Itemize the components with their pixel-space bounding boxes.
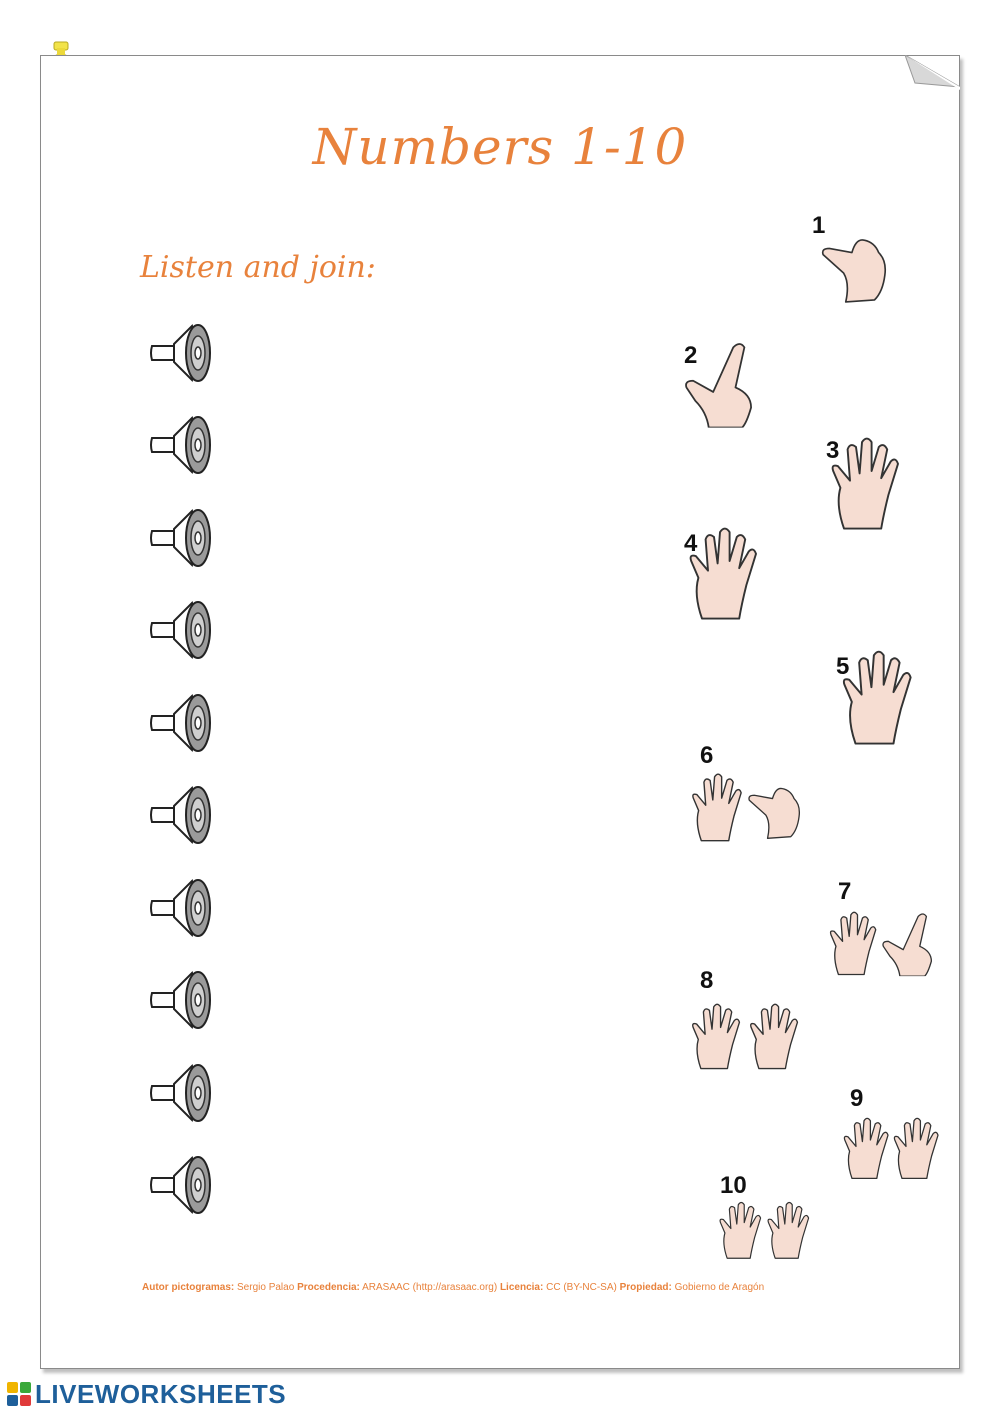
speaker-icon[interactable] (148, 414, 214, 476)
hand-number: 8 (700, 967, 714, 994)
credits-line (142, 1282, 764, 1293)
one-finger-hand-icon[interactable] (810, 232, 900, 304)
hand-number: 5 (836, 653, 850, 680)
speaker-icon[interactable] (148, 969, 214, 1031)
speaker-icon[interactable] (148, 877, 214, 939)
speaker-icon[interactable] (148, 599, 214, 661)
hand-number: 10 (720, 1172, 747, 1199)
five-fingers-hand-icon[interactable] (836, 648, 924, 746)
hand-number: 2 (684, 342, 698, 369)
credit-source-label: Procedencia: (297, 1282, 360, 1293)
brand-name: LIVEWORKSHEETS (35, 1378, 287, 1409)
six-fingers-hands-icon[interactable] (688, 768, 750, 846)
speaker-icon[interactable] (148, 1154, 214, 1216)
three-fingers-hand-icon[interactable] (826, 434, 910, 532)
hand-number: 1 (812, 212, 826, 239)
liveworksheets-logo[interactable] (6, 1380, 286, 1408)
speaker-icon[interactable] (148, 784, 214, 846)
credit-source: ARASAAC (http://arasaac.org) (362, 1282, 498, 1293)
palm-hand-icon (746, 998, 806, 1074)
palm-hand-icon (890, 1114, 946, 1182)
four-fingers-hand-icon[interactable] (684, 525, 768, 621)
hand-number: 3 (826, 437, 840, 464)
credit-author: Sergio Palao (237, 1282, 295, 1293)
seven-fingers-hands-icon[interactable] (826, 908, 884, 978)
hand-number: 4 (684, 530, 698, 557)
credit-license: CC (BY-NC-SA) (546, 1282, 617, 1293)
speaker-icon[interactable] (148, 1062, 214, 1124)
speaker-icon[interactable] (148, 692, 214, 754)
credit-license-label: Licencia: (499, 1282, 544, 1293)
page-title: Numbers 1-10 (312, 118, 688, 176)
point-hand-icon (880, 908, 938, 978)
two-fingers-hand-icon[interactable] (682, 336, 760, 430)
eight-fingers-hands-icon[interactable] (688, 998, 748, 1074)
hand-number: 9 (850, 1085, 864, 1112)
ten-fingers-hands-icon[interactable] (716, 1198, 768, 1262)
credit-owner: Gobierno de Aragón (674, 1282, 765, 1293)
nine-fingers-hands-icon[interactable] (840, 1114, 896, 1182)
hand-number: 6 (700, 742, 714, 769)
thumb-hand-icon (746, 776, 804, 846)
palm-hand-icon (764, 1198, 816, 1262)
hand-number: 7 (838, 878, 852, 905)
page-curl-icon (905, 55, 960, 90)
speaker-icon[interactable] (148, 322, 214, 384)
credit-owner-label: Propiedad: (619, 1282, 672, 1293)
liveworksheets-icon (6, 1381, 32, 1407)
speaker-icon[interactable] (148, 507, 214, 569)
credit-author-label: Autor pictogramas: (142, 1282, 235, 1293)
instruction-text: Listen and join: (140, 250, 376, 285)
